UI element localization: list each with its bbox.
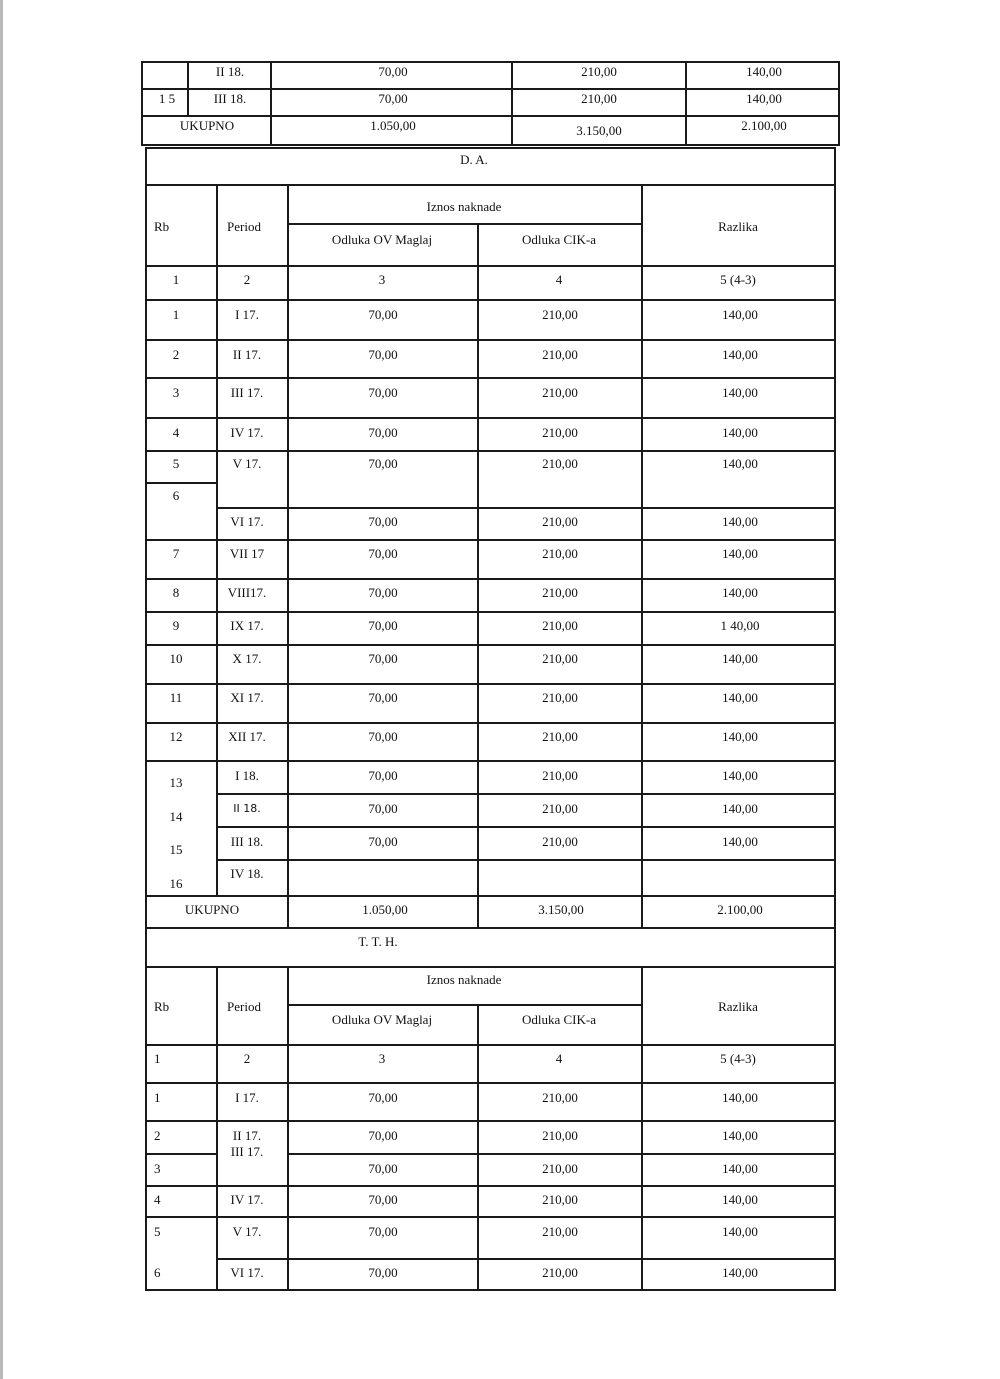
razlika-cell: 140,00 xyxy=(746,64,782,79)
rb-cell: 1 xyxy=(172,307,180,322)
total-cik: 3.150,00 xyxy=(576,123,622,138)
rule xyxy=(145,683,836,685)
period-cell: VII 17 xyxy=(229,546,265,561)
razlika-cell: 140,00 xyxy=(722,425,758,440)
rule xyxy=(141,61,143,146)
rule xyxy=(145,265,836,267)
index-cell: 2 xyxy=(243,1051,251,1066)
rule xyxy=(145,1082,836,1084)
cik-cell: 210,00 xyxy=(542,1224,578,1239)
rule xyxy=(187,61,189,117)
header-iznos-naknade: Iznos naknade xyxy=(426,972,502,987)
rb-cell: 14 xyxy=(169,809,183,824)
rule xyxy=(145,339,836,341)
razlika-cell: 140,00 xyxy=(722,834,758,849)
razlika-cell: 140,00 xyxy=(722,585,758,600)
cik-cell: 210,00 xyxy=(542,456,578,471)
ov-cell: 70,00 xyxy=(368,1161,398,1176)
header-odluka-cik: Odluka CIK-a xyxy=(521,1012,597,1027)
index-cell: 1 xyxy=(154,1051,161,1066)
razlika-cell: 140,00 xyxy=(722,1128,758,1143)
header-iznos-naknade: Iznos naknade xyxy=(426,199,502,214)
rb-cell: 4 xyxy=(154,1192,161,1207)
rule xyxy=(145,927,836,929)
ov-cell: 70,00 xyxy=(368,618,398,633)
header-razlika: Razlika xyxy=(718,219,758,234)
total-label: UKUPNO xyxy=(184,902,240,917)
rule xyxy=(145,417,836,419)
period-cell: I 18. xyxy=(235,768,259,783)
cik-cell: 210,00 xyxy=(581,91,617,106)
rule xyxy=(141,88,839,90)
rule xyxy=(216,859,836,861)
period-cell: IX 17. xyxy=(230,618,264,633)
header-odluka-cik: Odluka CIK-a xyxy=(521,232,597,247)
cik-cell: 210,00 xyxy=(542,546,578,561)
header-odluka-ov: Odluka OV Maglaj xyxy=(331,1012,433,1027)
index-cell: 2 xyxy=(243,272,251,287)
index-cell: 3 xyxy=(378,1051,386,1066)
cik-cell: 210,00 xyxy=(542,385,578,400)
period-cell: IV 18. xyxy=(230,866,264,881)
cik-cell: 210,00 xyxy=(542,1192,578,1207)
period-cell: III 18. xyxy=(230,834,264,849)
rule xyxy=(145,147,836,149)
rb-cell: 7 xyxy=(172,546,180,561)
ov-cell: 70,00 xyxy=(368,1128,398,1143)
rb-cell: 8 xyxy=(172,585,180,600)
ov-cell: 70,00 xyxy=(368,456,398,471)
period-cell: I 17. xyxy=(235,1090,259,1105)
rb-cell: 10 xyxy=(169,651,183,666)
rule xyxy=(287,1153,836,1155)
razlika-cell: 140,00 xyxy=(722,1192,758,1207)
total-razlika: 2.100,00 xyxy=(741,118,787,133)
rule xyxy=(145,578,836,580)
period-cell: VI 17. xyxy=(230,1265,264,1280)
period-cell: II 17. xyxy=(232,347,262,362)
ov-cell: 70,00 xyxy=(368,651,398,666)
rule xyxy=(145,895,836,897)
period-cell: I 17. xyxy=(235,307,259,322)
rb-cell: 2 xyxy=(154,1128,161,1143)
razlika-cell: 140,00 xyxy=(722,514,758,529)
period-cell: XII 17. xyxy=(228,729,266,744)
rule xyxy=(288,1004,642,1006)
rule xyxy=(145,450,836,452)
rule xyxy=(216,966,218,1291)
ov-cell: 70,00 xyxy=(368,834,398,849)
rb-cell: 5 xyxy=(154,1224,161,1239)
section-title: D. A. xyxy=(460,152,488,167)
rb-cell: 6 xyxy=(172,488,180,503)
period-cell: V 17. xyxy=(232,1224,262,1239)
ov-cell: 70,00 xyxy=(368,801,398,816)
ov-cell: 70,00 xyxy=(368,729,398,744)
rule xyxy=(145,1289,836,1291)
ov-cell: 70,00 xyxy=(378,64,408,79)
razlika-cell: 140,00 xyxy=(722,546,758,561)
rb-cell: 15 xyxy=(169,842,183,857)
ov-cell: 70,00 xyxy=(368,1090,398,1105)
razlika-cell: 140,00 xyxy=(722,768,758,783)
period-cell: II 17. xyxy=(232,1128,262,1143)
cik-cell: 210,00 xyxy=(542,425,578,440)
rule xyxy=(145,1044,836,1046)
header-rb: Rb xyxy=(154,219,170,234)
razlika-cell: 140,00 xyxy=(722,1090,758,1105)
rule xyxy=(145,644,836,646)
rule xyxy=(145,611,836,613)
cik-cell: 210,00 xyxy=(581,64,617,79)
total-label: UKUPNO xyxy=(179,118,235,133)
total-cik: 3.150,00 xyxy=(538,902,584,917)
razlika-cell: 140,00 xyxy=(722,1265,758,1280)
cik-cell: 210,00 xyxy=(542,1265,578,1280)
razlika-cell: 140,00 xyxy=(746,91,782,106)
page-edge xyxy=(0,0,3,1379)
rule xyxy=(270,61,272,146)
rb-cell: 1 xyxy=(154,1090,161,1105)
ov-cell: 70,00 xyxy=(368,1224,398,1239)
ov-cell: 70,00 xyxy=(368,425,398,440)
razlika-cell: 140,00 xyxy=(722,347,758,362)
ov-cell: 70,00 xyxy=(368,585,398,600)
rb-cell: 2 xyxy=(172,347,180,362)
period-cell: VIII17. xyxy=(227,585,267,600)
rule xyxy=(145,539,836,541)
rule xyxy=(216,1216,836,1218)
period-cell: VI 17. xyxy=(230,514,264,529)
ov-cell: 70,00 xyxy=(368,347,398,362)
period-cell: III 17. xyxy=(230,1144,264,1159)
rb-cell: 12 xyxy=(169,729,183,744)
rule xyxy=(141,115,839,117)
rule xyxy=(477,1004,479,1291)
cik-cell: 210,00 xyxy=(542,801,578,816)
rule xyxy=(287,966,289,1291)
rule xyxy=(641,184,643,929)
period-cell: III 18. xyxy=(213,91,247,106)
razlika-cell: 140,00 xyxy=(722,801,758,816)
rb-cell: 16 xyxy=(169,876,183,891)
rb-cell: 3 xyxy=(172,385,180,400)
period-cell: III 17. xyxy=(230,385,264,400)
razlika-cell: 1 40,00 xyxy=(720,618,760,633)
cik-cell: 210,00 xyxy=(542,651,578,666)
cik-cell: 210,00 xyxy=(542,690,578,705)
ov-cell: 70,00 xyxy=(368,690,398,705)
cik-cell: 210,00 xyxy=(542,307,578,322)
cik-cell: 210,00 xyxy=(542,514,578,529)
rule xyxy=(145,760,836,762)
index-cell: 4 xyxy=(555,272,563,287)
period-cell: IV 17. xyxy=(230,1192,264,1207)
rb-cell: 5 xyxy=(172,456,180,471)
total-ov: 1.050,00 xyxy=(370,118,416,133)
rule xyxy=(287,184,289,929)
rb-cell: 11 xyxy=(169,690,183,705)
cik-cell: 210,00 xyxy=(542,729,578,744)
rb-cell: 1 5 xyxy=(158,91,176,106)
rule xyxy=(145,299,836,301)
period-cell: V 17. xyxy=(232,456,262,471)
ov-cell: 70,00 xyxy=(378,91,408,106)
rule xyxy=(145,377,836,379)
index-cell: 4 xyxy=(555,1051,563,1066)
section-title: T. T. H. xyxy=(358,934,398,949)
cik-cell: 210,00 xyxy=(542,618,578,633)
cik-cell: 210,00 xyxy=(542,768,578,783)
cik-cell: 210,00 xyxy=(542,1090,578,1105)
rule xyxy=(685,61,687,146)
cik-cell: 210,00 xyxy=(542,834,578,849)
header-razlika: Razlika xyxy=(718,999,758,1014)
index-cell: 1 xyxy=(172,272,180,287)
index-cell: 5 (4-3) xyxy=(720,1051,756,1066)
razlika-cell: 140,00 xyxy=(722,651,758,666)
index-cell: 5 (4-3) xyxy=(720,272,756,287)
period-cell: II 18. xyxy=(215,64,245,79)
rb-cell: 4 xyxy=(172,425,180,440)
razlika-cell: 140,00 xyxy=(722,690,758,705)
ov-cell: 70,00 xyxy=(368,1192,398,1207)
rule xyxy=(477,223,479,929)
rule xyxy=(141,61,839,63)
period-cell: XI 17. xyxy=(230,690,264,705)
razlika-cell: 140,00 xyxy=(722,1161,758,1176)
razlika-cell: 140,00 xyxy=(722,307,758,322)
period-cell: II 18. xyxy=(233,802,261,815)
rule xyxy=(216,507,836,509)
razlika-cell: 140,00 xyxy=(722,385,758,400)
rule xyxy=(141,144,839,146)
header-rb: Rb xyxy=(154,999,170,1014)
header-period: Period xyxy=(227,219,261,234)
rule xyxy=(145,927,147,1291)
ov-cell: 70,00 xyxy=(368,768,398,783)
cik-cell: 210,00 xyxy=(542,1161,578,1176)
rule xyxy=(834,927,836,1291)
ov-cell: 70,00 xyxy=(368,514,398,529)
header-odluka-ov: Odluka OV Maglaj xyxy=(331,232,433,247)
razlika-cell: 140,00 xyxy=(722,1224,758,1239)
cik-cell: 210,00 xyxy=(542,347,578,362)
rule xyxy=(145,966,836,968)
rb-cell: 3 xyxy=(154,1161,161,1176)
rule xyxy=(145,1216,217,1218)
rb-cell: 9 xyxy=(172,618,180,633)
ov-cell: 70,00 xyxy=(368,307,398,322)
rule xyxy=(838,61,840,146)
rb-cell: 13 xyxy=(169,775,183,790)
rule xyxy=(145,1153,217,1155)
rule xyxy=(511,61,513,146)
rule xyxy=(641,966,643,1291)
ov-cell: 70,00 xyxy=(368,385,398,400)
header-period: Period xyxy=(227,999,261,1014)
rule xyxy=(145,722,836,724)
cik-cell: 210,00 xyxy=(542,1128,578,1143)
razlika-cell: 140,00 xyxy=(722,729,758,744)
razlika-cell: 140,00 xyxy=(722,456,758,471)
ov-cell: 70,00 xyxy=(368,1265,398,1280)
rule xyxy=(216,793,836,795)
period-cell: IV 17. xyxy=(230,425,264,440)
rule xyxy=(216,1258,836,1260)
total-razlika: 2.100,00 xyxy=(717,902,763,917)
rule xyxy=(216,826,836,828)
ov-cell: 70,00 xyxy=(368,546,398,561)
cik-cell: 210,00 xyxy=(542,585,578,600)
index-cell: 3 xyxy=(378,272,386,287)
rule xyxy=(145,1120,836,1122)
rule xyxy=(145,482,217,484)
rule xyxy=(145,184,836,186)
period-cell: X 17. xyxy=(232,651,262,666)
rule xyxy=(288,223,642,225)
total-ov: 1.050,00 xyxy=(362,902,408,917)
rb-cell: 6 xyxy=(154,1265,161,1280)
rule xyxy=(145,1185,836,1187)
